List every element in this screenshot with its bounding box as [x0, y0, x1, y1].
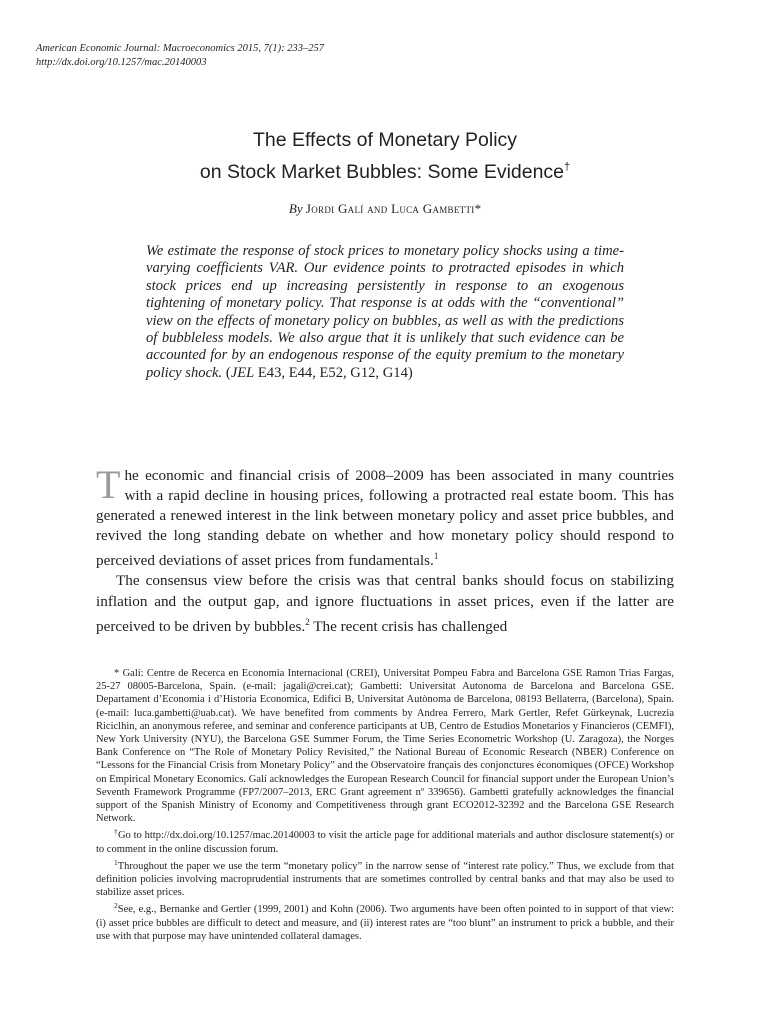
drop-cap: T [96, 462, 121, 507]
author-byline [90, 201, 680, 217]
author-names: Jordi Galí and Luca Gambetti [305, 201, 475, 216]
body-text [96, 462, 674, 637]
footnote-2-mark: 2 [114, 901, 118, 911]
jel-open-paren: ( [225, 364, 231, 381]
footnote-author-affiliations [96, 667, 674, 825]
jel-codes: E43, E44, E52, G12, G14) [254, 364, 413, 381]
footnote-2 [96, 899, 674, 943]
footnote-dagger [96, 825, 674, 855]
paragraph-1-text: he economic and financial crisis of 2008–2009 has been associated in many countries with a rapid decline in housing prices, following a protracted real estate boom. This has generated a renewed interest in the link between monetary policy and asset price bubbles, and revived the long standing debate on whether and how monetary policy should respond to perceived deviations of asset prices from fundamentals. [96, 467, 674, 570]
doi-line: http://dx.doi.org/10.1257/mac.20140003 [36, 57, 207, 68]
title-line-1: The Effects of Monetary Policy [252, 129, 518, 151]
abstract-text: We estimate the response of stock prices to monetary policy shocks using a time-varying coefficients VAR. Our evidence points to protracted episodes in which stock prices end up increasing persistently in response to an exogenous tightening of monetary policy. That response is at odds with the “conventional” view on the effects of monetary policy on bubbles, as well as with the predictions of bubbleless models. We also argue that it is unlikely that such evidence can be accounted for by an endogenous response of the equity premium to the monetary policy shock. [146, 243, 624, 381]
title-dagger-mark[interactable]: † [564, 161, 571, 173]
paragraph-2 [96, 571, 674, 636]
footnote-ref-1[interactable]: 1 [433, 551, 439, 562]
footnote-1-mark: 1 [114, 857, 118, 867]
footnote-star-text: Galí: Centre de Recerca en Economia Internacional (CREI), Universitat Pompeu Fabra and Barcelona GSE Ramon Trias Fargas, 25-27 08005-Barcelona, Spain. (e-mail: jagali@crei.cat); Gambetti: Universitat Autonoma de Barcelona and Barcelona GSE. Departament d’Economia i d’Historia Economica, Edifici B, Universitat Autònoma de Barcelona, 08193 Bellaterra, (Barcelona), Spain. (e-mail: luca.gambetti@uab.cat). We have benefited from comments by Andrea Ferrero, Mark Gertler, Refet Gürkeynak, Lucrezia Riciclhin, an anonymous referee, and seminar and conference participants at UB, Centro de Estudios Monetarios y Financieros (CEMFI), New York University (NYU), the Barcelona GSE Summer Forum, the Time Series Econometric Workshop (U. Zaragoza), the Norges Bank Conference on “The Role of Monetary Policy Revisited,” the National Bureau of Economic Research (NBER) Conference on “Lessons for the Financial Crisis from Monetary Policy” and the Observatoire français des conjonctures économiques (OFCE) Workshop on Empirical Monetary Economics. Galí acknowledges the European Research Council for financial support under the European Union’s Seventh Framework Programme (FP7/2007–2013, ERC Grant agreement nº 339656). Gambetti gratefully acknowledges the financial support of the Spanish Ministry of Economy and Competitiveness through grant ECO2012-32392 and the Barcelona GSE Research Network. [96, 668, 674, 825]
title-line-2 [90, 154, 680, 186]
title-line-2-text: on Stock Market Bubbles: Some Evidence [199, 161, 565, 183]
author-footnote-mark[interactable]: * [474, 201, 482, 216]
byline-prefix: By [288, 201, 303, 216]
paragraph-1 [96, 462, 674, 571]
footnote-dagger-mark: † [114, 827, 118, 837]
footnote-ref-2[interactable]: 2 [305, 616, 310, 627]
paragraph-2-text: The consensus view before the crisis was that central banks should focus on stabilizing inflation and the output gap, and ignore fluctuations in asset prices, even if the latter are perceived to be driven by bubbles. [96, 572, 674, 635]
paragraph-2-continuation: The recent crisis has challenged [309, 617, 508, 635]
jel-label: JEL [230, 364, 255, 381]
footnotes [96, 667, 674, 943]
footnote-2-text: See, e.g., Bernanke and Gertler (1999, 2001) and Kohn (2006). Two arguments have been often pointed to in support of that view: (i) asset price bubbles are difficult to detect and measure, and (ii) interest rates are “too blunt” an instrument to prick a bubble, and their use with that purpose may have unintended collateral damages. [96, 904, 674, 942]
journal-citation: American Economic Journal: Macroeconomics 2015, 7(1): 233–257 [36, 43, 325, 54]
footnote-1 [96, 856, 674, 900]
footnote-star-mark: * [114, 668, 120, 679]
footnote-1-text: Throughout the paper we use the term “monetary policy” in the narrow sense of “interest rate policy.” Thus, we exclude from that definition policies involving macroprudential instruments that are sometimes controlled by central banks and that may also be used to stabilize asset prices. [96, 860, 674, 899]
journal-header [36, 42, 324, 70]
paper-title [90, 127, 680, 186]
abstract [146, 243, 624, 382]
footnote-dagger-text: Go to http://dx.doi.org/10.1257/mac.20140003 to visit the article page for additional materials and author disclosure statement(s) or to comment in the online discussion forum. [96, 830, 675, 855]
